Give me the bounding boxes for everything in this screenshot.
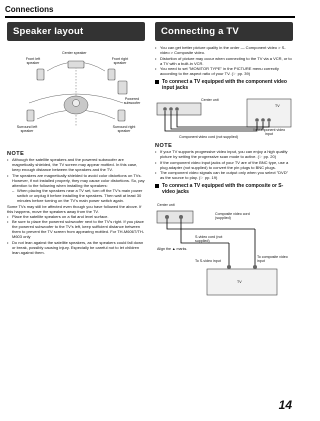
composite-center-unit-label: Center unit [157,203,175,207]
note-label: NOTE [7,151,25,157]
surround-left-label: Surround left speaker [16,125,38,133]
note-item: • If your TV supports progressive video input, you can enjoy a high quality picture by setting the progressive scan mode to active. (☞ pp. 20) [155,149,293,159]
component-cord-label: Component video cord (not supplied) [179,135,238,139]
to-svideo-label: To S-video input [195,259,221,263]
composite-heading: To connect a TV equipped with the composite or S-video jacks [155,183,293,195]
page-number: 14 [278,398,292,412]
note-item: • If the component video input jacks of your TV are of the BNC type, use a plug adapter (not supplied) to convert the pin plugs to BNC plugs. [155,160,293,170]
note-item: • Although the satellite speakers and the powered subwoofer are magnetically shielded, the TV screen may appear mottled. In this case, keep enough distance between the speakers and the TV. [7,157,145,172]
sub-note-item: – When placing the speakers near a TV set, turn off the TV's main power switch or unplug it before installing the speakers. Then wait at least 30 minutes before turning on the TV's main power switch again. [7,188,145,203]
center-speaker-icon [68,61,84,68]
component-heading: To connect a TV equipped with the component video input jacks [155,79,293,91]
composite-diagram [155,199,293,299]
connecting-tv-title: Connecting a TV [155,22,293,41]
connecting-tv-column [155,22,293,299]
note-item: • Do not lean against the satellite speakers, as the speakers could fall down or break, possibly causing injury. Especially be careful not to let children lean against them. [7,240,145,255]
bullet-item: • You need to set "MONITOR TYPE" in the PICTURE menu correctly according to the aspect ratio of your TV. (☞ pp. 39) [155,66,293,76]
component-diagram [155,95,293,141]
speaker-layout-title: Speaker layout [7,22,145,41]
composite-cord-label: Composite video cord (supplied) [215,212,250,220]
component-center-unit-label: Center unit [201,98,219,102]
surround-left-speaker-icon [27,110,34,121]
square-bullet-icon [155,184,159,188]
note-item: • The speakers are magnetically shielded to avoid color distortions on TVs. However, if not installed properly, they may cause color distortions. So, pay attention to the following when installing the speakers: [7,173,145,188]
component-tv-label: TV [275,104,280,108]
listener-icon [64,96,88,114]
composite-tv-label: TV [237,280,242,284]
surround-right-label: Surround right speaker [112,125,136,133]
tv-notes [155,149,293,180]
bullet-item: • Distortion of picture may occur when connecting to the TV via a VCR, or to a TV with a built-in VCR. [155,56,293,66]
speaker-layout-diagram [7,45,145,149]
front-right-speaker-icon [108,69,115,80]
note-item: • Be sure to place the powered subwoofer next to the TV's right. If you place the powered subwoofer to the TV's left, keep sufficient distance between them to prevent the TV screen from appearing mottled. For TH-M606T/TH-M603 only [7,219,145,239]
align-marks-label: Align the ▲ marks. [157,247,188,251]
to-composite-label: To composite video input [257,255,288,263]
front-left-speaker-icon [37,69,44,80]
plain-note: Some TVs may still be affected even though you have followed the above. If this happens, move the speakers away from the TV. [7,203,142,214]
subwoofer-icon [118,81,127,94]
front-right-label: Front right speaker [111,57,129,65]
connecting-tv-bullets [155,45,293,76]
square-bullet-icon [155,80,159,84]
speaker-layout-column [7,22,145,255]
section-header: Connections [5,5,54,14]
header-rule [5,16,295,18]
center-unit-panel [157,211,193,223]
note-item: • Place the satellite speakers on a flat and level surface. [7,214,145,219]
to-component-label: To component video input [252,128,286,136]
composite-tv-panel [207,269,277,295]
tv-note-label: NOTE [155,143,173,149]
note-item: • The component video signals can be output only when you select "DVD" as the source to play. (☞ pp. 19) [155,170,293,180]
front-left-label: Front left speaker [25,57,41,65]
speaker-notes-2 [7,214,145,255]
speaker-notes [7,157,145,203]
center-speaker-label: Center speaker [62,51,87,55]
subwoofer-label: Powered subwoofer [123,97,141,105]
surround-right-speaker-icon [118,110,125,121]
bullet-item: • You can get better picture quality in the order — Component video > S-video > Composite video. [155,45,293,55]
svideo-cord-label: S-video cord (not supplied) [195,235,223,243]
